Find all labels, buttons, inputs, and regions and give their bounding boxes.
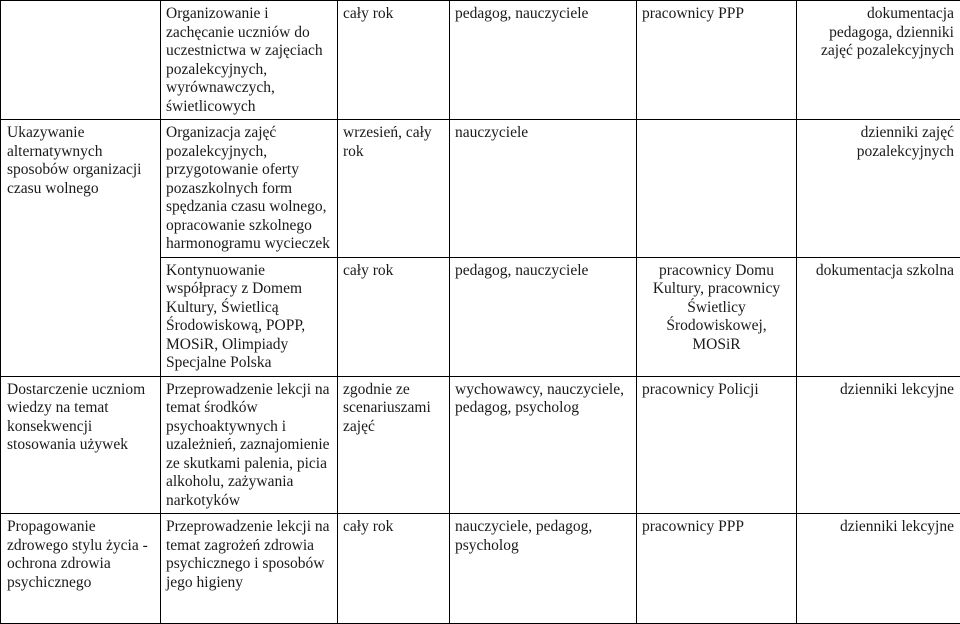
area-text: Ukazywanie alternatywnych sposobów organizacji czasu wolnego — [7, 124, 155, 198]
table-row — [1, 376, 960, 514]
partners-cell — [637, 257, 797, 376]
evaluation-text: dzienniki zajęć pozalekcyjnych — [802, 124, 954, 161]
term-text: wrzesień, cały rok — [343, 124, 444, 161]
task-cell — [161, 376, 338, 514]
area-cell — [1, 120, 161, 377]
partners-text: pracownicy Domu Kultury, pracownicy Świetlicy Środowiskowej, MOSiR — [642, 262, 791, 355]
partners-text: pracownicy Policji — [642, 381, 791, 400]
task-text: Kontynuowanie współpracy z Domem Kultury, Świetlicą Środowiskową, POPP, MOSiR, Olimpiady Specjalne Polska — [166, 262, 332, 373]
responsible-cell — [450, 376, 637, 514]
term-cell — [338, 514, 450, 624]
term-cell — [338, 376, 450, 514]
evaluation-text: dokumentacja szkolna — [802, 262, 954, 281]
task-cell — [161, 1, 338, 120]
responsible-text: nauczyciele — [455, 124, 631, 143]
task-text: Przeprowadzenie lekcji na temat środków psychoaktywnych i uzależnień, zaznajomienie ze skutkami palenia, picia alkoholu, zażywania narkotyków — [166, 381, 332, 511]
evaluation-cell — [797, 1, 960, 120]
term-text: cały rok — [343, 262, 444, 281]
table-row — [1, 514, 960, 624]
evaluation-text: dzienniki lekcyjne — [802, 518, 954, 537]
responsible-cell — [450, 1, 637, 120]
task-text: Przeprowadzenie lekcji na temat zagrożeń zdrowia psychicznego i sposobów jego higieny — [166, 518, 332, 592]
area-cell — [1, 376, 161, 514]
task-text: Organizacja zajęć pozalekcyjnych, przygotowanie oferty pozaszkolnych form spędzania czasu wolnego, opracowanie szkolnego harmonogramu wycieczek — [166, 124, 332, 254]
evaluation-cell — [797, 376, 960, 514]
area-cell — [1, 1, 161, 120]
term-cell — [338, 120, 450, 258]
term-text: zgodnie ze scenariuszami zajęć — [343, 381, 444, 437]
term-cell — [338, 257, 450, 376]
task-text: Organizowanie i zachęcanie uczniów do uczestnictwa w zajęciach pozalekcyjnych, wyrównawczych, świetlicowych — [166, 5, 332, 116]
responsible-cell — [450, 120, 637, 258]
task-cell — [161, 257, 338, 376]
term-text: cały rok — [343, 5, 444, 24]
evaluation-cell — [797, 257, 960, 376]
evaluation-cell — [797, 120, 960, 258]
partners-cell — [637, 1, 797, 120]
task-cell — [161, 120, 338, 258]
partners-text: pracownicy PPP — [642, 5, 791, 24]
partners-cell — [637, 120, 797, 258]
table-row — [1, 1, 960, 120]
responsible-text: pedagog, nauczyciele — [455, 262, 631, 281]
term-text: cały rok — [343, 518, 444, 537]
partners-text: pracownicy PPP — [642, 518, 791, 537]
area-text: Propagowanie zdrowego stylu życia - ochrona zdrowia psychicznego — [7, 518, 155, 592]
table-row — [1, 120, 960, 258]
area-text: Dostarczenie uczniom wiedzy na temat konsekwencji stosowania używek — [7, 381, 155, 455]
evaluation-cell — [797, 514, 960, 624]
responsible-cell — [450, 257, 637, 376]
partners-cell — [637, 376, 797, 514]
responsible-text: nauczyciele, pedagog, psycholog — [455, 518, 631, 555]
partners-cell — [637, 514, 797, 624]
responsible-cell — [450, 514, 637, 624]
term-cell — [338, 1, 450, 120]
responsible-text: wychowawcy, nauczyciele, pedagog, psycholog — [455, 381, 631, 418]
responsible-text: pedagog, nauczyciele — [455, 5, 631, 24]
area-cell — [1, 514, 161, 624]
evaluation-text: dokumentacja pedagoga, dzienniki zajęć pozalekcyjnych — [802, 5, 954, 61]
evaluation-text: dzienniki lekcyjne — [802, 381, 954, 400]
task-cell — [161, 514, 338, 624]
